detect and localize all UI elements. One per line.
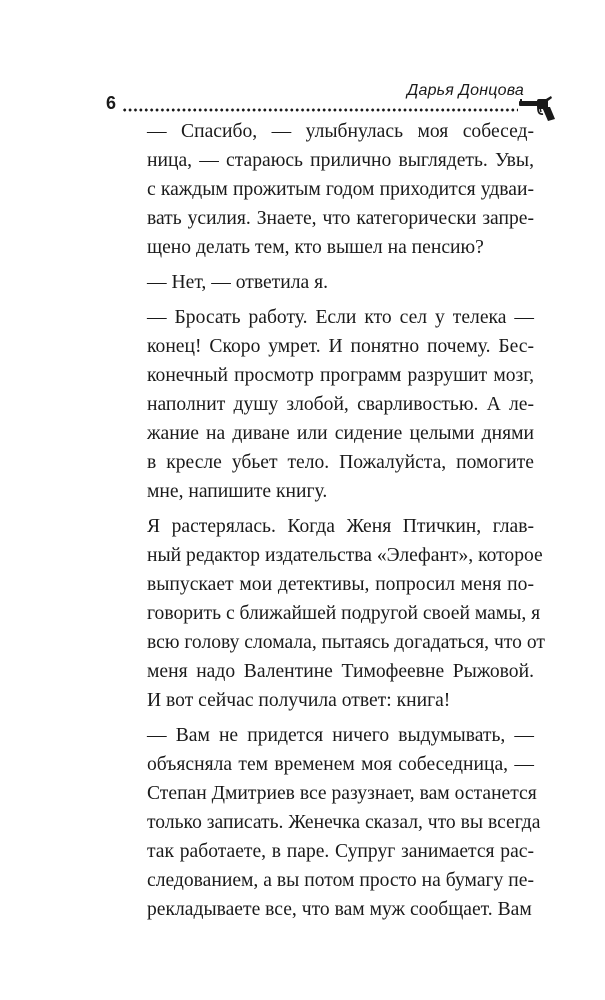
text-line: мне, напишите книгу. — [147, 481, 328, 502]
text-line: Степан Дмитриев все разузнает, вам останется — [147, 783, 537, 804]
text-line: рекладываете все, что вам муж сообщает. Вам — [147, 899, 532, 920]
text-line: в кресле убьет тело. Пожалуйста, помогите — [147, 452, 534, 473]
paragraph — [121, 268, 534, 297]
text-line: всю голову сломала, пытаясь догадаться, что от — [147, 632, 545, 653]
text-line: ница, — стараюсь прилично выглядеть. Увы, — [147, 150, 534, 171]
text-line: — Бросать работу. Если кто сел у телека — — [147, 307, 534, 328]
text-line: — Спасибо, — улыбнулась моя собесед- — [147, 121, 534, 142]
text-line: ный редактор издательства «Элефант», которое — [147, 545, 543, 566]
text-line: говорить с ближайшей подругой своей мамы, я — [147, 603, 541, 624]
text-line: вать усилия. Знаете, что категорически запре- — [147, 208, 534, 229]
paragraph — [121, 512, 545, 715]
paragraph — [121, 117, 534, 262]
paragraph — [121, 303, 534, 506]
text-line: И вот сейчас получила ответ: книга! — [147, 690, 451, 711]
text-line: Я растерялась. Когда Женя Птичкин, глав- — [147, 516, 534, 537]
text-line: меня надо Валентине Тимофеевне Рыжовой. — [147, 661, 534, 682]
text-line: так работаете, в паре. Супруг занимается рас- — [147, 841, 534, 862]
text-line: с каждым прожитым годом приходится удваи- — [147, 179, 534, 200]
text-line: — Нет, — ответила я. — [147, 272, 328, 293]
paragraph — [121, 721, 541, 924]
text-line: — Вам не придется ничего выдумывать, — — [147, 725, 534, 746]
text-line: объясняла тем временем моя собеседница, — — [147, 754, 534, 775]
text-line: конец! Скоро умрет. И понятно почему. Бес- — [147, 336, 534, 357]
text-line: жание на диване или сидение целыми днями — [147, 423, 534, 444]
page-number: 6 — [106, 93, 117, 113]
text-line: следованием, а вы потом просто на бумагу пе- — [147, 870, 534, 891]
text-line: наполнит душу злобой, сварливостью. А ле- — [147, 394, 534, 415]
text-line: конечный просмотр программ разрушит мозг, — [147, 365, 534, 386]
text-line: только записать. Женечка сказал, что вы всегда — [147, 812, 541, 833]
main-text — [121, 117, 545, 924]
text-line: щено делать тем, кто вышел на пенсию? — [147, 237, 484, 258]
text-line: выпускает мои детективы, попросил меня по- — [147, 574, 534, 595]
dotted-leader — [122, 108, 518, 112]
author-name: Дарья Донцова — [407, 82, 524, 99]
